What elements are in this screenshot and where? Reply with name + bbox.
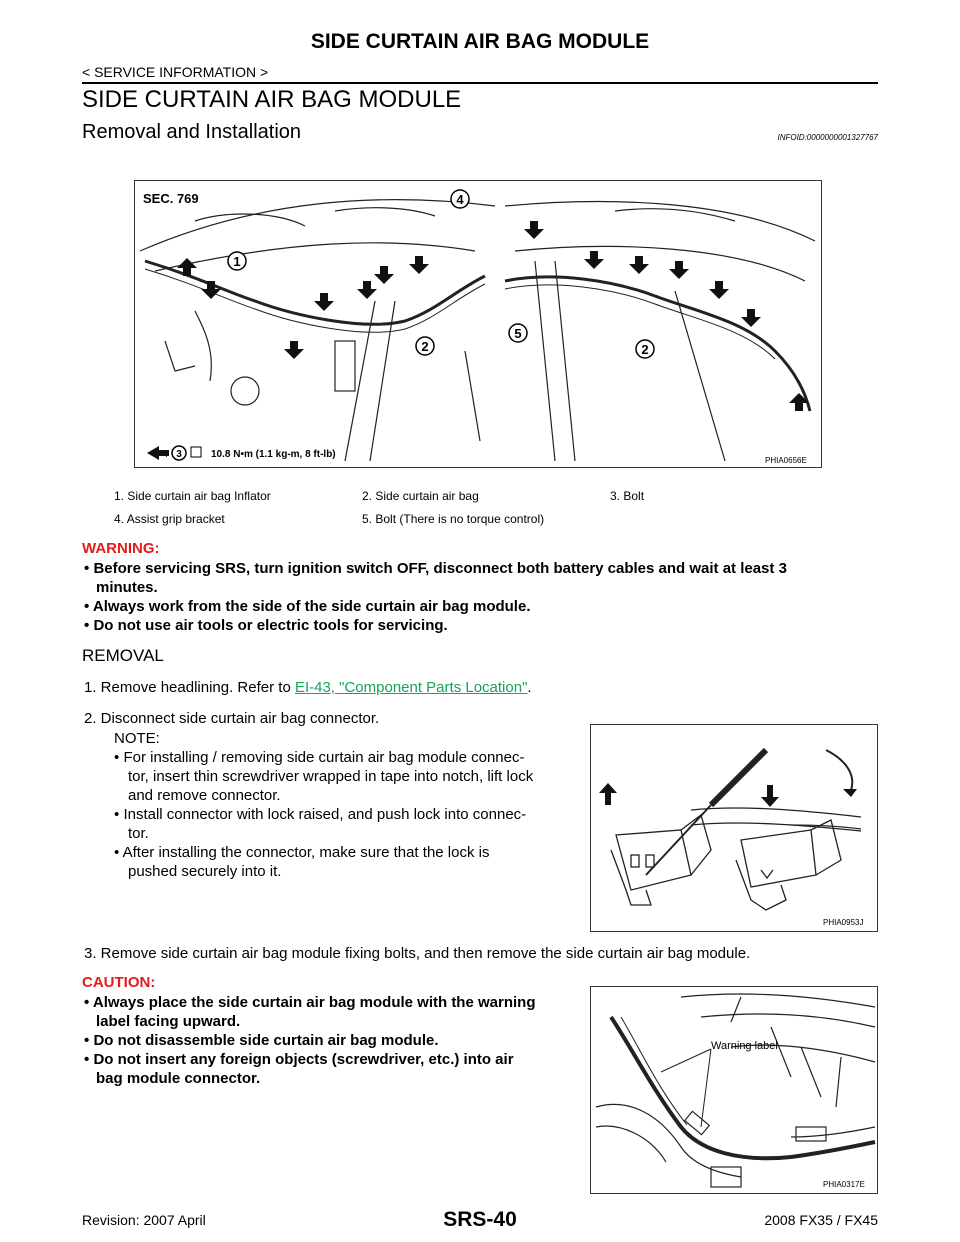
caution-heading: CAUTION:	[82, 974, 156, 991]
figure-airbag-layout-drawing	[135, 181, 821, 467]
bullet: •	[84, 560, 90, 577]
note-text: For installing / removing side curtain air bag module connec-	[123, 749, 525, 766]
callout-4: 4	[456, 192, 464, 207]
removal-step-2: 2. Disconnect side curtain air bag connector.	[84, 710, 380, 727]
header-title: SIDE CURTAIN AIR BAG MODULE	[310, 30, 650, 53]
legend-text: Assist grip bracket	[126, 512, 225, 526]
legend-colon: :	[165, 449, 168, 460]
bullet: •	[84, 1051, 90, 1068]
note-text: and remove connector.	[128, 787, 281, 804]
figure-warning-label	[590, 986, 878, 1194]
legend-num: 3.	[610, 489, 621, 503]
warning-item-2	[84, 597, 530, 616]
ei-43-link[interactable]: EI-43, "Component Parts Location"	[294, 679, 528, 696]
removal-step-1	[84, 678, 532, 697]
note-text: After installing the connector, make sure that the lock is	[122, 844, 490, 861]
step-text: .	[527, 679, 532, 696]
figure2-code: PHIA0953J	[823, 918, 864, 927]
warning-heading: WARNING:	[82, 540, 160, 557]
figure-warning-label-drawing	[591, 987, 877, 1193]
bullet: •	[84, 617, 90, 634]
legend-text: Side curtain air bag Inflator	[127, 489, 271, 503]
note-item-1	[114, 748, 576, 805]
header-rule	[82, 82, 878, 84]
caution-text: Always place the side curtain air bag module with the warning	[92, 994, 536, 1011]
legend-num: 1.	[114, 489, 125, 503]
caution-item-1	[84, 993, 576, 1031]
footer-model: 2008 FX35 / FX45	[764, 1212, 878, 1228]
legend-text: Side curtain air bag	[375, 489, 479, 503]
note-item-2	[114, 805, 576, 843]
callout-5: 5	[514, 326, 522, 341]
caution-text: Do not disassemble side curtain air bag module.	[93, 1032, 439, 1049]
footer-revision: Revision: 2007 April	[82, 1212, 206, 1228]
legend-item-5	[362, 512, 544, 526]
warning-text: Before servicing SRS, turn ignition switch OFF, disconnect both battery cables and wait at least 3	[93, 560, 787, 577]
header-subtitle: < SERVICE INFORMATION >	[82, 64, 269, 80]
removal-heading: REMOVAL	[82, 646, 164, 665]
caution-text: bag module connector.	[96, 1070, 261, 1087]
warning-label-text: Warning label	[711, 1040, 778, 1052]
bullet: •	[114, 806, 120, 823]
legend-num: 2.	[362, 489, 373, 503]
step-text: 1. Remove headlining. Refer to	[84, 679, 295, 696]
figure-connector-drawing	[591, 725, 877, 931]
figure-airbag-layout	[134, 180, 822, 468]
legend-callout-3: 3	[176, 449, 182, 460]
warning-text: Do not use air tools or electric tools for servicing.	[93, 617, 448, 634]
sec-label: SEC. 769	[143, 191, 199, 206]
removal-step-3: 3. Remove side curtain air bag module fixing bolts, and then remove the side curtain air bag module.	[84, 945, 751, 962]
bullet: •	[84, 1032, 90, 1049]
caution-text: label facing upward.	[96, 1013, 241, 1030]
torque-icon	[191, 447, 201, 457]
warning-text: Always work from the side of the side curtain air bag module.	[92, 598, 531, 615]
bullet: •	[84, 994, 90, 1011]
caution-item-3	[84, 1050, 576, 1088]
bullet: •	[114, 844, 120, 861]
figure3-code: PHIA0317E	[823, 1180, 865, 1189]
caution-text: Do not insert any foreign objects (screwdriver, etc.) into air	[93, 1051, 514, 1068]
note-text: tor.	[128, 825, 149, 842]
note-text: tor, insert thin screwdriver wrapped in tape into notch, lift lock	[128, 768, 534, 785]
section-title: SIDE CURTAIN AIR BAG MODULE	[82, 86, 462, 113]
note-heading: NOTE:	[114, 730, 160, 747]
bullet: •	[114, 749, 120, 766]
legend-text: Bolt	[623, 489, 645, 503]
info-id: INFOID:0000000001327767	[777, 133, 878, 142]
note-text: Install connector with lock raised, and push lock into connec-	[123, 806, 527, 823]
legend-item-1	[114, 489, 271, 503]
torque-text: 10.8 N•m (1.1 kg-m, 8 ft-lb)	[211, 449, 336, 460]
legend-num: 4.	[114, 512, 125, 526]
warning-item-3	[84, 616, 448, 635]
subsection-title: Removal and Installation	[82, 121, 302, 143]
legend-item-3	[610, 489, 644, 503]
callout-1: 1	[233, 254, 241, 269]
warning-item-1	[84, 559, 880, 578]
note-item-3	[114, 843, 576, 881]
callout-2a: 2	[421, 339, 429, 354]
note-text: pushed securely into it.	[128, 863, 282, 880]
figure-connector	[590, 724, 878, 932]
legend-num: 5.	[362, 512, 373, 526]
callout-2b: 2	[641, 342, 649, 357]
caution-item-2	[84, 1031, 576, 1050]
bullet: •	[84, 598, 90, 615]
legend-text: Bolt (There is no torque control)	[375, 512, 545, 526]
page-number: SRS-40	[443, 1208, 517, 1231]
legend-item-4	[114, 512, 225, 526]
figure1-code: PHIA0656E	[765, 456, 807, 465]
warning-item-1-cont: minutes.	[96, 579, 158, 596]
legend-item-2	[362, 489, 479, 503]
